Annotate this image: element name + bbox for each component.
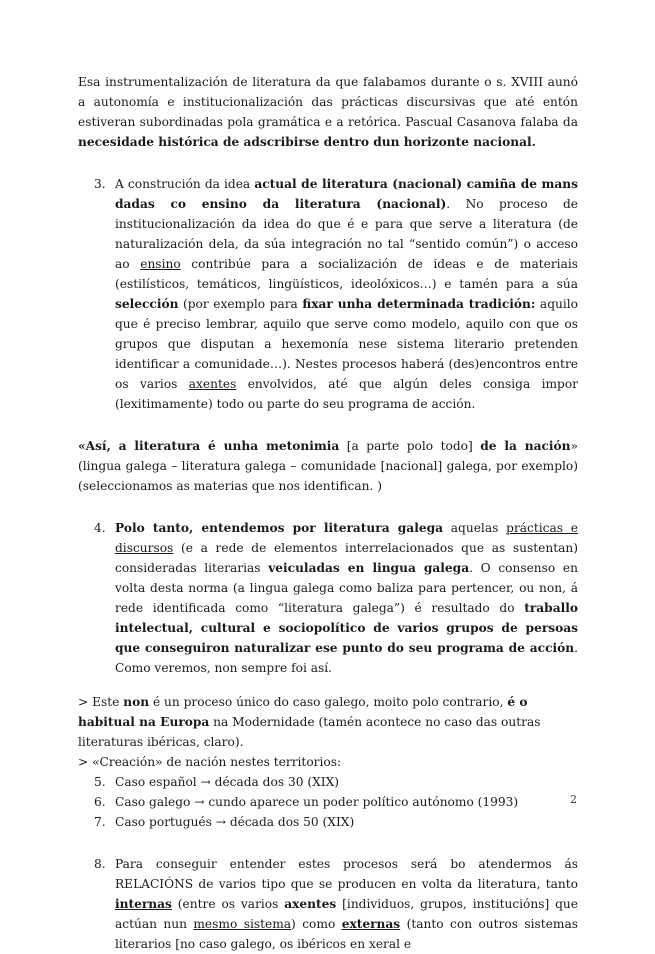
text-run: . Como veremos, non sempre foi así. xyxy=(115,641,578,675)
bold-text: é o habitual na Europa xyxy=(78,695,528,729)
list-item-6 xyxy=(78,792,578,812)
page-number: 2 xyxy=(570,793,577,806)
bold-text: necesidade histórica de adscribirse dentro dun horizonte nacional. xyxy=(78,135,536,149)
text-run: Esa instrumentalización de literatura da que falabamos durante o s. XVIII aunó a autonomía e institucionalización das prácticas discursivas que até entón estiveran subordinadas pola gramática e a retórica. Pascual Casanova falaba da xyxy=(78,75,578,129)
paragraph-europe xyxy=(78,692,578,752)
list-item-8 xyxy=(78,854,578,954)
list-item-text: Caso portugués → década dos 50 (XIX) xyxy=(115,815,355,829)
paragraph-metonymy xyxy=(78,436,578,496)
bold-text: selección xyxy=(115,297,179,311)
list-number: 5. xyxy=(94,775,106,789)
text-run: envolvidos, até que algún deles consiga impor (lexitimamente) todo ou parte do seu programa de acción. xyxy=(115,377,578,411)
underlined-bold-text: internas xyxy=(115,897,172,911)
bold-text: fixar unha determinada tradición: xyxy=(302,297,536,311)
text-run: (e a rede de elementos interrelacionados que as sustentan) consideradas literarias xyxy=(115,541,578,575)
underlined-bold-text: externas xyxy=(341,917,401,931)
list-number: 8. xyxy=(94,857,106,871)
text-run: (por exemplo para xyxy=(178,297,303,311)
underlined-text: ensino xyxy=(140,257,181,271)
list-number: 4. xyxy=(94,521,106,535)
list-number: 6. xyxy=(94,795,106,809)
underlined-text: axentes xyxy=(188,377,237,391)
text-run: (entre os varios xyxy=(171,897,285,911)
bold-text: de la nación xyxy=(480,439,571,453)
list-item-4 xyxy=(78,518,578,678)
text-run: (tanto con outros sistemas literarios [no caso galego, os ibéricos en xeral e xyxy=(115,917,578,951)
text-run: . O consenso en volta desta norma (a lingua galega como baliza para pertencer, ou non, á rede identificada como “literatura galega”) é resultado do xyxy=(115,561,578,615)
text-run: é un proceso único do caso galego, moito polo contrario, xyxy=(149,695,508,709)
underlined-text: mesmo sistema xyxy=(193,917,292,931)
bold-text: «Así, a literatura é unha metonimia xyxy=(78,439,340,453)
text-run: ) como xyxy=(291,917,342,931)
bold-text: Polo tanto, entendemos por literatura galega xyxy=(115,521,443,535)
paragraph-creation: > «Creación» de nación nestes territorios: xyxy=(78,755,342,769)
list-number: 7. xyxy=(94,815,106,829)
list-item-text: Caso español → década dos 30 (XIX) xyxy=(115,775,340,789)
list-item-3 xyxy=(78,174,578,414)
list-number: 3. xyxy=(94,177,106,191)
bold-text: actual de literatura (nacional) camiña de mans dadas co ensino da literatura (nacional) xyxy=(115,177,578,211)
text-run: > Este xyxy=(78,695,124,709)
list-item-5 xyxy=(78,772,578,792)
text-run: . No proceso de institucionalización da idea do que é e para que serve a literatura (de naturalización dela, da súa integración no tal “sentido común”) o acceso ao xyxy=(115,197,579,271)
text-run: aquilo que é preciso lembrar, aquilo que serve como modelo, aquilo con que os grupos que disputan a hexemonía nese sistema literario pretenden identificar a comunidade…). Nestes procesos haberá (des)encontros entre os varios xyxy=(115,297,578,391)
underlined-text: prácticas e discursos xyxy=(115,521,579,555)
bold-text: veiculadas en lingua galega xyxy=(268,561,470,575)
text-run: [a parte polo todo] xyxy=(339,439,481,453)
text-run: Para conseguir entender estes procesos será bo atendermos ás RELACIÓNS de varios tipo que se producen en volta da literatura, tanto xyxy=(115,857,578,891)
text-run: na Modernidade (tamén acontece no caso das outras literaturas ibéricas, claro). xyxy=(78,715,541,749)
list-item-7 xyxy=(78,812,578,832)
text-run: A construción da idea xyxy=(115,177,255,191)
text-run: contribúe para a socialización de ideas e de materiais (estilísticos, temáticos, lingüísticos, ideolóxicos…) e tamén para a súa xyxy=(115,257,579,291)
bold-text: axentes xyxy=(284,897,337,911)
list-item-text: Caso galego → cundo aparece un poder político autónomo (1993) xyxy=(115,795,519,809)
page-content xyxy=(78,72,578,954)
text-run: » (lingua galega – literatura galega – comunidade [nacional] galega, por exemplo) (seleccionamos as materias que nos identifican. ) xyxy=(78,439,578,493)
bold-text: traballo intelectual, cultural e sociopolítico de varios grupos de persoas que conseguiron naturalizar ese punto do seu programa de acción xyxy=(115,601,578,655)
paragraph-intro xyxy=(78,72,578,152)
text-run: aquelas xyxy=(443,521,507,535)
bold-text: non xyxy=(123,695,150,709)
text-run: [individuos, grupos, institucións] que actúan nun xyxy=(115,897,578,931)
